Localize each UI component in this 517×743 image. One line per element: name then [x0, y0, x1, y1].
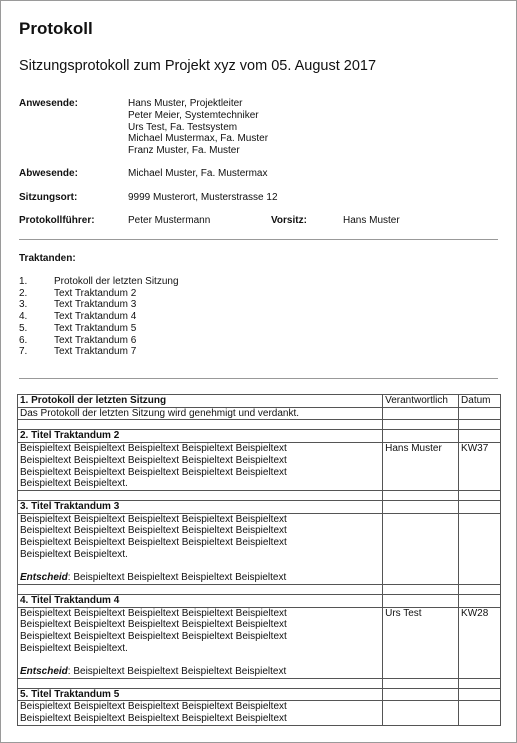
- table-row: [18, 420, 501, 430]
- divider: [19, 239, 498, 240]
- anwesende-entry: Michael Mustermax, Fa. Muster: [128, 133, 269, 145]
- minutes-table: [17, 394, 501, 726]
- table-row: [18, 443, 501, 491]
- list-item: 2. Text Traktandum 2: [19, 287, 137, 299]
- section-text: Beispieltext Beispieltext Beispieltext Beispieltext Beispieltext Beispieltext Beispieltext Beispieltext Beispieltext Beispieltext Beispieltext Beispieltext Beispieltext Beispieltext Beispieltext Beispieltext Beispieltext.: [18, 443, 383, 491]
- table-row: [18, 701, 501, 725]
- traktanden-list: [19, 276, 179, 358]
- vorsitz-value: Hans Muster: [343, 215, 400, 226]
- date-cell: KW37: [459, 443, 501, 491]
- table-row: [18, 490, 501, 500]
- section-text: Beispieltext Beispieltext Beispieltext Beispieltext Beispieltext Beispieltext Beispieltext Beispieltext Beispieltext Beispieltext Beispieltext Beispieltext Beispieltext Beispieltext Beispieltext Beispieltext Beispieltext. Entscheid: Beispieltext Beispieltext Beispieltext Beispieltext: [18, 607, 383, 678]
- section-title: 2. Titel Traktandum 2: [18, 430, 383, 443]
- section-title: 3. Titel Traktandum 3: [18, 500, 383, 513]
- list-item: 6. Text Traktandum 6: [19, 334, 137, 346]
- abwesende-label: Abwesende:: [19, 168, 78, 179]
- entscheid-line: Entscheid: Beispieltext Beispieltext Beispieltext Beispieltext: [20, 572, 287, 584]
- table-row: [18, 584, 501, 594]
- list-item: 7. Text Traktandum 7: [19, 346, 137, 358]
- page-title: Protokoll: [19, 19, 93, 38]
- document-subtitle: Sitzungsprotokoll zum Projekt xyz vom 05. August 2017: [19, 58, 377, 74]
- table-row: [18, 407, 501, 420]
- entscheid-line: Entscheid: Beispieltext Beispieltext Beispieltext Beispieltext: [20, 666, 287, 678]
- vorsitz-label: Vorsitz:: [271, 215, 307, 226]
- table-row: [18, 430, 501, 443]
- table-row: [18, 607, 501, 678]
- anwesende-list: [128, 98, 268, 157]
- section-title: 4. Titel Traktandum 4: [18, 594, 383, 607]
- table-row: [18, 500, 501, 513]
- table-row: [18, 678, 501, 688]
- protokollfuehrer-label: Protokollführer:: [19, 215, 95, 226]
- table-row: [18, 594, 501, 607]
- sitzungsort-label: Sitzungsort:: [19, 192, 78, 203]
- protokollfuehrer-value: Peter Mustermann: [128, 215, 211, 226]
- section-text: Das Protokoll der letzten Sitzung wird genehmigt und verdankt.: [18, 407, 383, 420]
- section-title: 1. Protokoll der letzten Sitzung: [18, 395, 383, 408]
- column-header-datum: Datum: [459, 395, 501, 408]
- sitzungsort-value: 9999 Musterort, Musterstrasse 12: [128, 192, 278, 203]
- responsible-cell: Urs Test: [383, 607, 459, 678]
- table-row: [18, 395, 501, 408]
- section-title: 5. Titel Traktandum 5: [18, 688, 383, 701]
- table-row: [18, 688, 501, 701]
- divider: [19, 378, 498, 379]
- column-header-verantwortlich: Verantwortlich: [383, 395, 459, 408]
- anwesende-label: Anwesende:: [19, 98, 78, 109]
- anwesende-entry: Franz Muster, Fa. Muster: [128, 145, 240, 157]
- list-item: 4. Text Traktandum 4: [19, 311, 137, 323]
- responsible-cell: Hans Muster: [383, 443, 459, 491]
- anwesende-entry: Peter Meier, Systemtechniker: [128, 109, 259, 121]
- list-item: 1. Protokoll der letzten Sitzung: [19, 276, 179, 287]
- anwesende-entry: Hans Muster, Projektleiter: [128, 98, 243, 109]
- abwesende-value: Michael Muster, Fa. Mustermax: [128, 168, 268, 179]
- list-item: 3. Text Traktandum 3: [19, 299, 137, 311]
- list-item: 5. Text Traktandum 5: [19, 322, 137, 334]
- date-cell: KW28: [459, 607, 501, 678]
- table-row: [18, 513, 501, 584]
- section-text: Beispieltext Beispieltext Beispieltext Beispieltext Beispieltext Beispieltext Beispieltext Beispieltext Beispieltext Beispieltext Beispieltext Beispieltext Beispieltext Beispieltext Beispieltext Beispieltext Beispieltext. Entscheid: Beispieltext Beispieltext Beispieltext Beispieltext: [18, 513, 383, 584]
- section-text: Beispieltext Beispieltext Beispieltext Beispieltext Beispieltext Beispieltext Beispieltext Beispieltext Beispieltext Beispieltext: [18, 701, 383, 725]
- traktanden-title: Traktanden:: [19, 253, 76, 264]
- anwesende-entry: Urs Test, Fa. Testsystem: [128, 121, 238, 133]
